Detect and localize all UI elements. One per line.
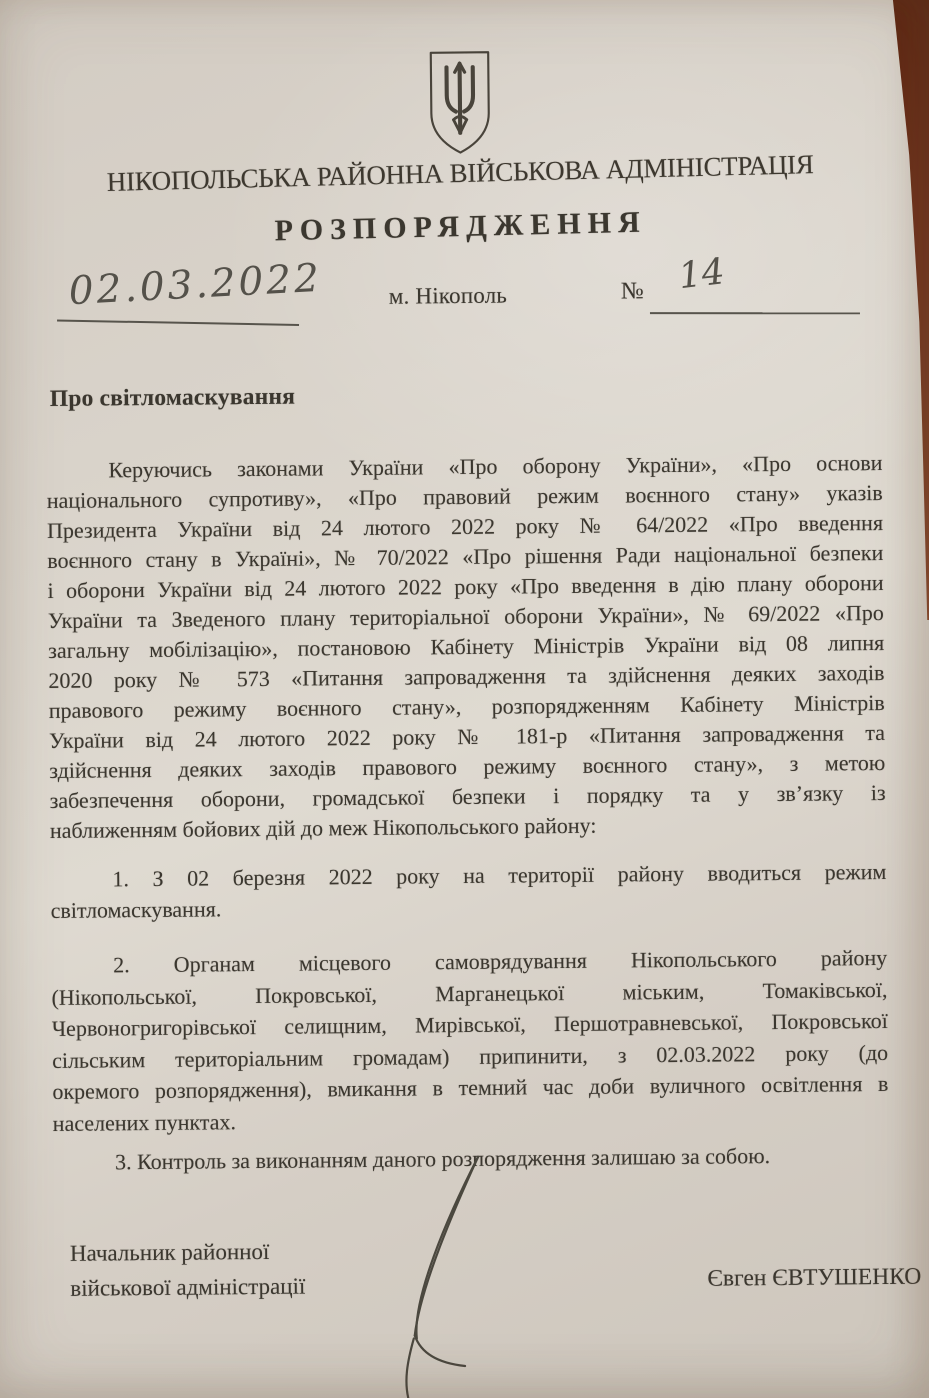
text-line: здійснення деяких заходів правового режиму воєнного стану», з метою <box>49 749 886 783</box>
text-line: сільським територіальним громадам) припинити, з 02.03.2022 року (до <box>51 1039 889 1073</box>
text-line: 1. З 02 березня 2022 року на території району вводиться режим <box>112 858 887 892</box>
document-type-title: РОЗПОРЯДЖЕННЯ <box>274 205 648 248</box>
text-line: загальну мобілізацію», постановою Кабінету Міністрів України від 08 липня <box>48 629 885 663</box>
text-line: Начальник районної <box>69 1238 270 1266</box>
text-line: правового режиму воєнного стану», розпорядженням Кабінету Міністрів <box>48 689 885 723</box>
signer-name: Євген ЄВТУШЕНКО <box>707 1263 922 1292</box>
preamble-paragraph <box>46 448 886 846</box>
text-line: світломаскування. <box>50 896 222 923</box>
order-item-1 <box>50 856 887 926</box>
text-line: 2. Органам місцевого самоврядування Нікопольського району <box>113 944 888 978</box>
handwritten-signature-stroke <box>345 1147 547 1398</box>
text-line: 2020 року № 573 «Питання запровадження та здійснення деяких заходів <box>48 659 885 693</box>
text-line: і оборони України від 24 лютого 2022 року «Про введення в дію плану оборони <box>47 569 884 603</box>
text-line: (Нікопольської, Покровської, Марганецької міським, Томаківської, <box>51 976 888 1010</box>
ukraine-trident-emblem-icon <box>418 46 501 169</box>
handwritten-date: 02.03.2022 <box>67 255 324 315</box>
text-line: населених пунктах. <box>52 1108 237 1136</box>
order-item-2 <box>51 942 889 1139</box>
text-line: 3. Контроль за виконанням даного розпорядження залишаю за собою. <box>114 1143 771 1175</box>
text-line: воєнного стану в Україні», № 70/2022 «Про рішення Ради національної безпеки <box>47 539 884 574</box>
handwritten-number: 14 <box>676 251 728 298</box>
text-line: наближенням бойових дій до меж Нікопольського району: <box>49 812 597 843</box>
text-line: національного супротиву», «Про правовий режим воєнного стану» указів <box>46 479 883 514</box>
subject-line: Про світломаскування <box>49 383 296 412</box>
date-underline <box>57 320 299 326</box>
text-line: Президента України від 24 лютого 2022 року № 64/2022 «Про введення <box>46 509 884 544</box>
text-line: військової адміністрації <box>70 1273 306 1301</box>
text-line: окремого розпорядження), вмикання в темний час доби вуличного освітлення в <box>52 1070 889 1104</box>
place-name: м. Нікополь <box>388 282 508 309</box>
text-line: України та Зведеного плану територіальної оборони України», № 69/2022 «Про <box>47 599 884 633</box>
text-line: забезпечення оборони, громадської безпеки і порядку та у зв’язку із <box>49 779 886 813</box>
number-underline <box>650 312 860 314</box>
text-line: України від 24 лютого 2022 року № 181-р «Питання запровадження та <box>48 719 886 753</box>
organization-name: НІКОПОЛЬСЬКА РАЙОННА ВІЙСЬКОВА АДМІНІСТРАЦІЯ <box>106 149 814 197</box>
text-line: Керуючись законами України «Про оборону України», «Про основи <box>108 449 883 483</box>
text-line: Червоногригорівської селищним, Мирівської, Першотравневської, Покровської <box>51 1007 888 1041</box>
number-sign-label: № <box>620 278 644 305</box>
